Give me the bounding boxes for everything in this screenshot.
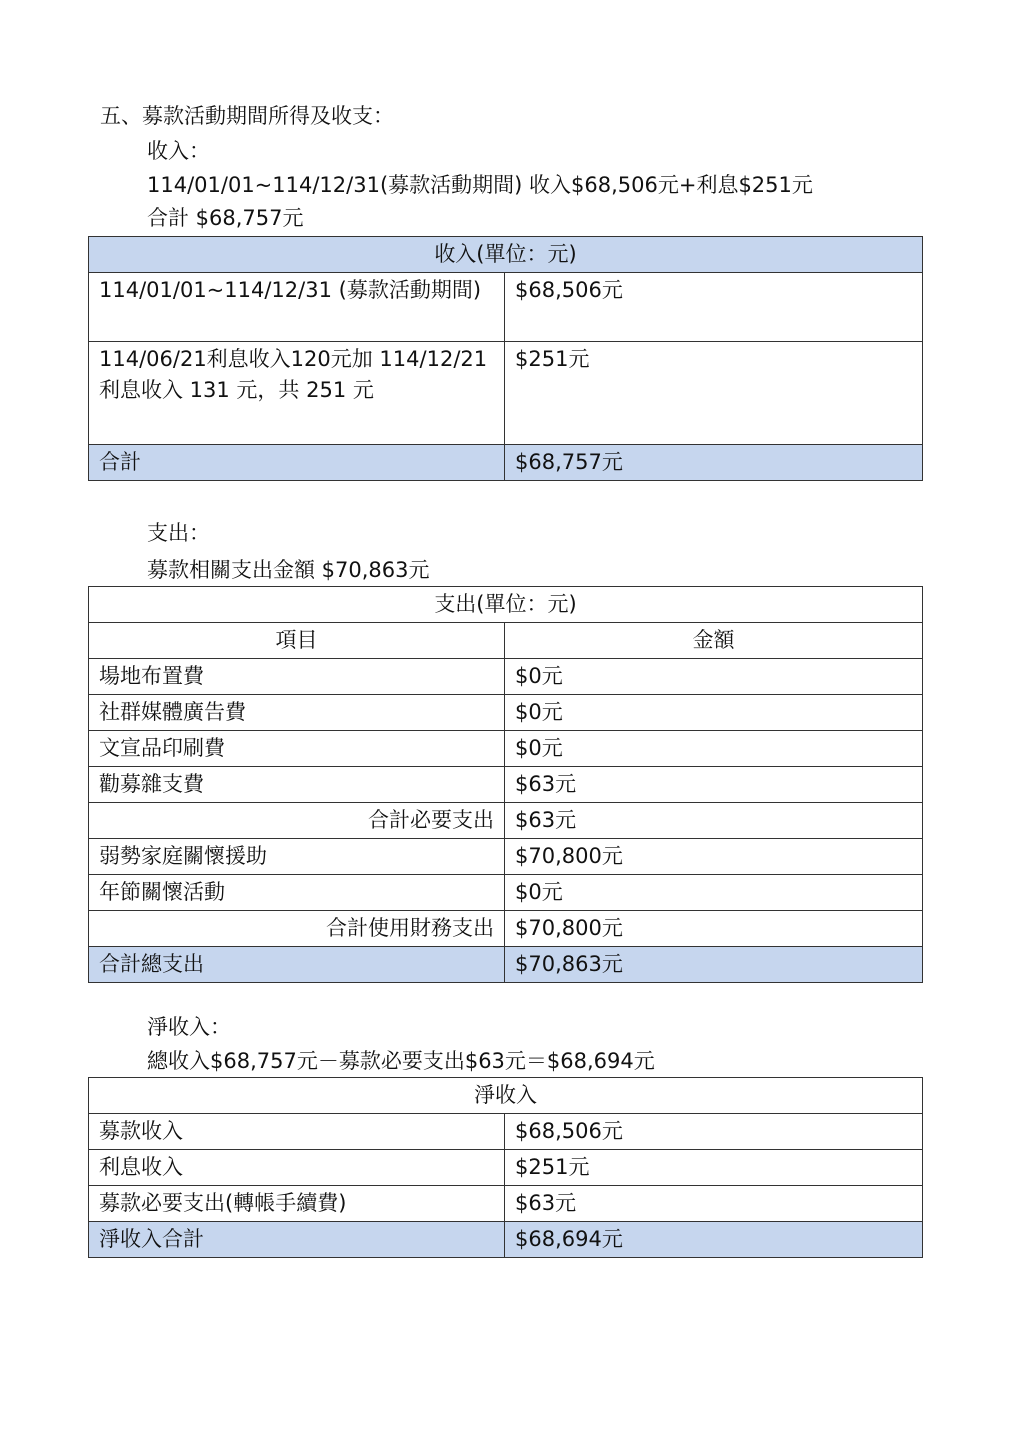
income-table bbox=[88, 236, 923, 481]
expense-total-label: 合計總支出 bbox=[89, 947, 505, 983]
table-row bbox=[89, 767, 923, 803]
table-row bbox=[89, 237, 923, 273]
table-cell-amount: $0元 bbox=[505, 659, 923, 695]
income-total-line: 合計 $68,757元 bbox=[147, 206, 304, 230]
table-cell-item: 弱勢家庭關懷援助 bbox=[89, 839, 505, 875]
income-heading: 收入： bbox=[147, 139, 210, 163]
table-cell-amount: $68,506元 bbox=[505, 273, 923, 342]
income-table-title: 收入(單位：元) bbox=[89, 237, 923, 273]
table-row bbox=[89, 587, 923, 623]
income-total-amount: $68,757元 bbox=[505, 445, 923, 481]
table-cell-amount: $251元 bbox=[505, 1150, 923, 1186]
table-cell-amount: $63元 bbox=[505, 767, 923, 803]
table-cell-amount: $70,800元 bbox=[505, 839, 923, 875]
net-total-amount: $68,694元 bbox=[505, 1222, 923, 1258]
net-heading: 淨收入： bbox=[147, 1015, 231, 1039]
subtotal-finance-label: 合計使用財務支出 bbox=[89, 911, 505, 947]
table-cell-amount: $0元 bbox=[505, 875, 923, 911]
table-cell-amount: $68,506元 bbox=[505, 1114, 923, 1150]
table-row-subtotal bbox=[89, 911, 923, 947]
income-total-label: 合計 bbox=[89, 445, 505, 481]
table-row-total bbox=[89, 445, 923, 481]
table-row bbox=[89, 1150, 923, 1186]
table-row bbox=[89, 839, 923, 875]
table-cell-item: 年節關懷活動 bbox=[89, 875, 505, 911]
table-cell-item: 募款收入 bbox=[89, 1114, 505, 1150]
subtotal-necessary-label: 合計必要支出 bbox=[89, 803, 505, 839]
table-cell-amount: $0元 bbox=[505, 731, 923, 767]
table-cell-item: 文宣品印刷費 bbox=[89, 731, 505, 767]
table-row bbox=[89, 1078, 923, 1114]
subtotal-finance-amount: $70,800元 bbox=[505, 911, 923, 947]
table-row-subtotal bbox=[89, 803, 923, 839]
table-row bbox=[89, 1186, 923, 1222]
table-row-total bbox=[89, 1222, 923, 1258]
table-cell-item: 社群媒體廣告費 bbox=[89, 695, 505, 731]
expense-table bbox=[88, 586, 923, 983]
expense-summary-line: 募款相關支出金額 $70,863元 bbox=[147, 558, 430, 582]
net-table bbox=[88, 1077, 923, 1258]
table-cell-amount: $63元 bbox=[505, 1186, 923, 1222]
table-cell-item: 利息收入 bbox=[89, 1150, 505, 1186]
net-table-title: 淨收入 bbox=[89, 1078, 923, 1114]
table-header-row bbox=[89, 623, 923, 659]
expense-heading: 支出： bbox=[147, 521, 210, 545]
table-cell-amount: $0元 bbox=[505, 695, 923, 731]
table-row bbox=[89, 731, 923, 767]
table-row bbox=[89, 695, 923, 731]
table-cell-amount: $251元 bbox=[505, 342, 923, 445]
income-summary-line: 114/01/01~114/12/31(募款活動期間) 收入$68,506元+利息$251元 bbox=[147, 173, 813, 197]
table-row bbox=[89, 659, 923, 695]
table-cell-item: 114/06/21利息收入120元加 114/12/21 利息收入 131 元，共 251 元 bbox=[89, 342, 505, 445]
table-cell-item: 場地布置費 bbox=[89, 659, 505, 695]
table-row-total bbox=[89, 947, 923, 983]
table-row bbox=[89, 875, 923, 911]
expense-table-title: 支出(單位：元) bbox=[89, 587, 923, 623]
table-cell-item: 114/01/01~114/12/31 (募款活動期間) bbox=[89, 273, 505, 342]
net-total-label: 淨收入合計 bbox=[89, 1222, 505, 1258]
table-cell-item: 勸募雜支費 bbox=[89, 767, 505, 803]
table-cell-item: 募款必要支出(轉帳手續費) bbox=[89, 1186, 505, 1222]
subtotal-necessary-amount: $63元 bbox=[505, 803, 923, 839]
column-header-item: 項目 bbox=[89, 623, 505, 659]
section-title: 五、募款活動期間所得及收支： bbox=[100, 104, 394, 128]
net-summary-line: 總收入$68,757元－募款必要支出$63元＝$68,694元 bbox=[147, 1049, 655, 1073]
table-row bbox=[89, 1114, 923, 1150]
column-header-amount: 金額 bbox=[505, 623, 923, 659]
table-row bbox=[89, 342, 923, 445]
table-row bbox=[89, 273, 923, 342]
expense-total-amount: $70,863元 bbox=[505, 947, 923, 983]
